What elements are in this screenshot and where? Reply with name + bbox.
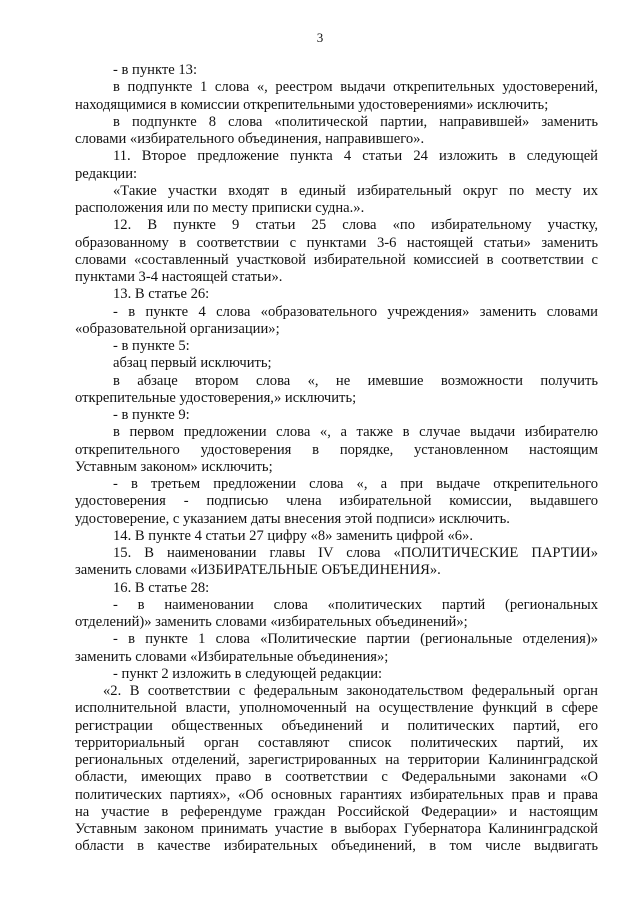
text-line: Уставным законом принимать участие в выборах Губернатора Калининградской [75,821,598,837]
text-line: политических партиях», «Об основных гарантиях избирательных прав и права [75,786,598,803]
text-line: словами «избирательного объединения, направившего». [75,131,425,147]
text-line: - пункт 2 изложить в следующей редакции: [113,665,383,682]
text-line: Уставным законом» исключить; [75,458,273,475]
text-line: «Такие участки входят в единый избирательный округ по месту их [113,182,598,199]
text-line: - в пункте 4 слова «образовательного учреждения» заменить словами [113,303,598,320]
text-line: образованному в соответствии с пунктами 3-6 настоящей статьи» заменить [75,234,598,251]
text-line: отделений)» заменить словами «избирательных объединений»; [75,614,468,630]
text-line: в абзаце втором слова «, не имевшие возможности получить [113,372,598,389]
text-line: редакции: [75,165,138,182]
text-line: заменить словами «ИЗБИРАТЕЛЬНЫЕ ОБЪЕДИНЕНИЯ». [75,562,441,579]
text-line: исполнительной власти, уполномоченный на осуществление функций в сфере [75,700,598,717]
text-line: 12. В пункте 9 статьи 25 слова «по избирательному участку, [113,217,598,234]
text-line: в первом предложении слова «, а также в случае выдачи избирателю [113,424,598,441]
text-line: 15. В наименовании главы IV слова «ПОЛИТИЧЕСКИЕ ПАРТИИ» [113,545,598,561]
text-line: удостоверение, с указанием даты внесения этой подписи» исключить. [75,510,510,527]
text-line: открепительные удостоверения,» исключить; [75,389,357,406]
text-line: находящимися в комиссии открепительными удостоверениями» исключить; [75,96,549,113]
text-line: удостоверения - подписью члена избирательной комиссии, выдавшего [75,493,598,510]
text-line: открепительного удостоверения в порядке, установленном настоящим [75,441,598,458]
text-line: - в пункте 9: [113,407,190,423]
text-line: заменить словами «Избирательные объединения»; [75,648,389,665]
text-line: расположения или по месту приписки судна.». [75,200,365,216]
text-line: в подпункте 1 слова «, реестром выдачи открепительных удостоверений, [113,79,598,96]
text-line: словами «составленный участковой избирательной комиссией в соответствии с [75,251,598,268]
text-line: - в пункте 13: [113,62,198,78]
text-line: 11. Второе предложение пункта 4 статьи 24 изложить в следующей [113,148,598,165]
text-line: абзац первый исключить; [113,355,272,372]
text-line: территориальный орган составляют список политических партий, их [75,734,598,751]
text-line: «2. В соответствии с федеральным законодательством федеральный орган [103,683,598,699]
text-line: - в третьем предложении слова «, а при выдаче открепительного [113,476,598,492]
text-line: в подпункте 8 слова «политической партии, направившей» заменить [113,113,598,130]
text-line: региональных отделений, зарегистрированных на территории Калининградской [75,752,598,768]
document-body [75,62,598,856]
text-line: - в наименовании слова «политических партий (региональных [113,596,598,613]
text-line: - в пункте 1 слова «Политические партии (региональные отделения)» [113,631,598,648]
text-line: пунктами 3-4 настоящей статьи». [75,269,283,285]
text-line: 16. В статье 28: [113,579,210,596]
text-line: 13. В статье 26: [113,286,210,303]
text-line: на участие в референдуме граждан Российской Федерации» и настоящим [75,803,598,820]
text-line: 14. В пункте 4 статьи 27 цифру «8» заменить цифрой «6». [113,527,473,544]
page-number: 3 [316,30,324,45]
text-line: «образовательной организации»; [75,320,280,337]
text-line: области, имеющих право в соответствии с Федеральными законами «О [75,769,598,786]
text-line: - в пункте 5: [113,338,190,354]
text-line: области в качестве избирательных объединений, в том числе выдвигать [75,838,598,855]
text-line: регистрации общественных объединений и политических партий, его [75,717,598,734]
